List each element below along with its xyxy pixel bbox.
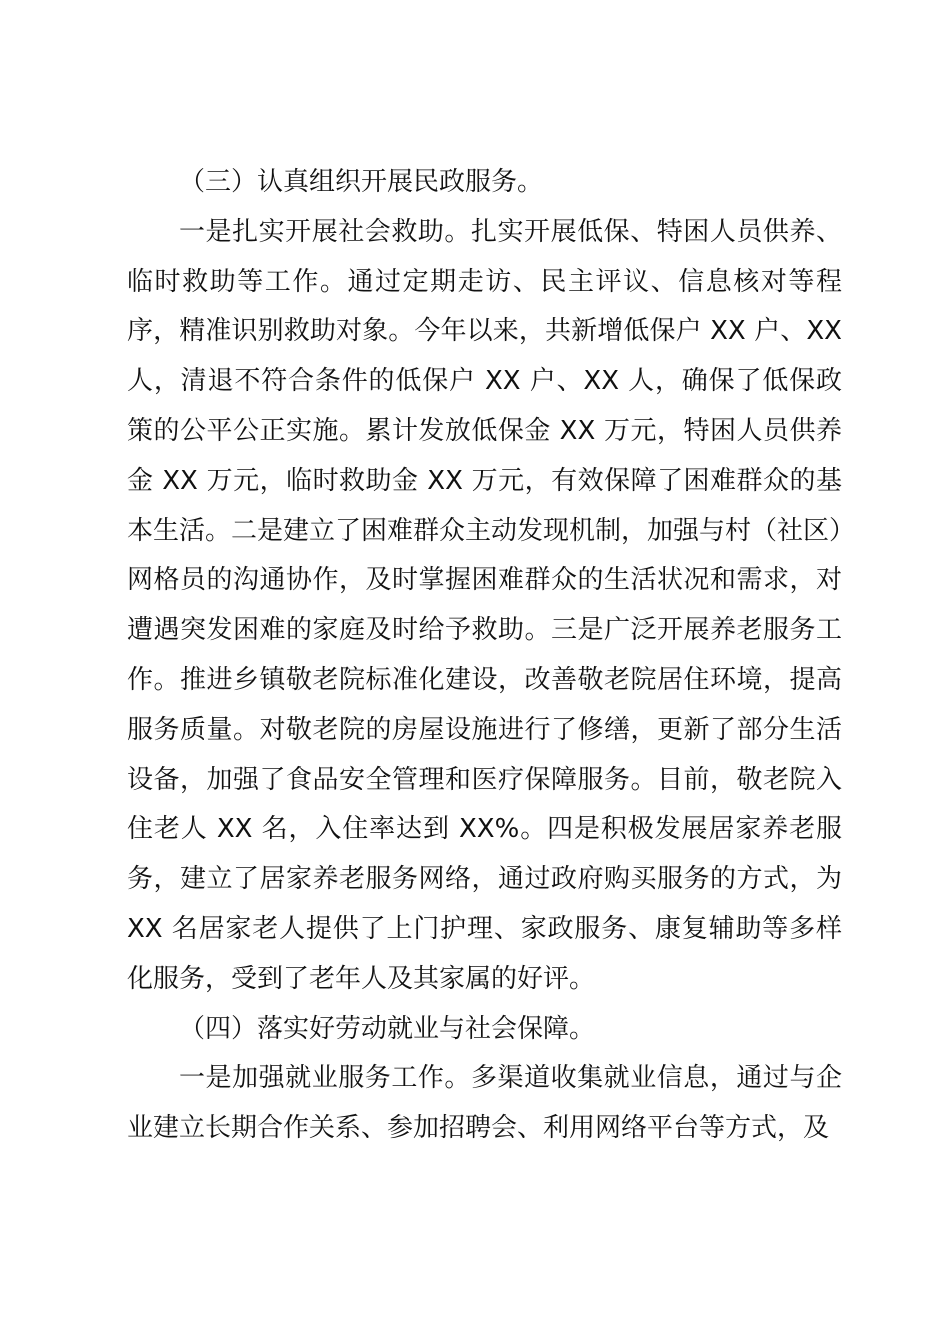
paragraph-employment: 一是加强就业服务工作。多渠道收集就业信息，通过与企业建立长期合作关系、参加招聘会、利用网络平台等方式，及 bbox=[127, 1063, 842, 1144]
section-heading-4: （四）落实好劳动就业与社会保障。 bbox=[179, 1013, 596, 1044]
paragraph-civil-affairs: 一是扎实开展社会救助。扎实开展低保、特困人员供养、临时救助等工作。通过定期走访、民主评议、信息核对等程序，精准识别救助对象。今年以来，共新增低保户 XX 户、XX 人，清退不符合条件的低保户 XX 户、XX 人，确保了低保政策的公平公正实施。累计发放低保金 XX 万元，特困人员供养金 XX 万元，临时救助金 XX 万元，有效保障了困难群众的基本生活。二是建立了困难群众主动发现机制，加强与村（社区）网格员的沟通协作，及时掌握困难群众的生活状况和需求，对遭遇突发困难的家庭及时给予救助。三是广泛开展养老服务工作。推进乡镇敬老院标准化建设，改善敬老院居住环境，提高服务质量。对敬老院的房屋设施进行了修缮，更新了部分生活设备，加强了食品安全管理和医疗保障服务。目前，敬老院入住老人 XX 名，入住率达到 XX%。四是积极发展居家养老服务，建立了居家养老服务网络，通过政府购买服务的方式，为 XX 名居家老人提供了上门护理、家政服务、康复辅助等多样化服务，受到了老年人及其家属的好评。 bbox=[127, 216, 843, 994]
section-heading-3: （三）认真组织开展民政服务。 bbox=[179, 167, 544, 197]
document-body bbox=[127, 158, 842, 1154]
